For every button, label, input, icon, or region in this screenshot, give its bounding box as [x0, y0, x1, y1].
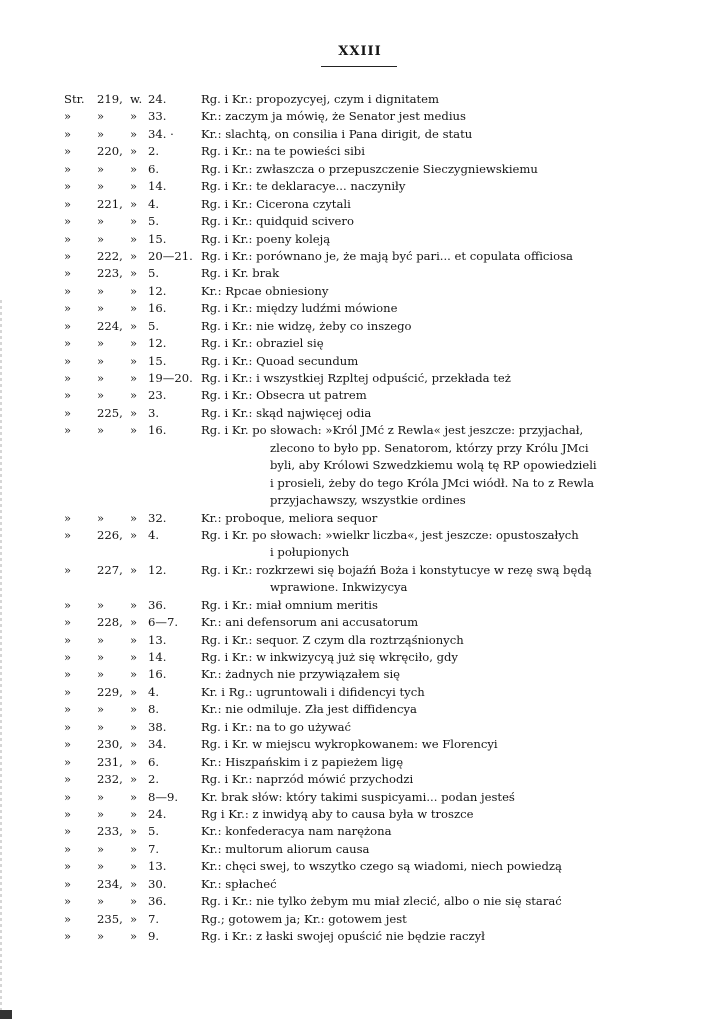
line-prefix: »	[130, 684, 138, 699]
page-number: 222,	[97, 248, 123, 263]
line-prefix: »	[130, 318, 138, 333]
line-number: 6—7.	[148, 615, 179, 630]
line-number: 2.	[148, 772, 160, 787]
line-number: 14.	[148, 179, 167, 194]
correction-text: Rg. i Kr.: na to go używać	[201, 719, 352, 734]
errata-entry	[0, 649, 720, 666]
errata-continuation-line	[0, 440, 720, 457]
page-number: 221,	[97, 196, 123, 211]
line-prefix: w.	[130, 92, 143, 106]
page-prefix: »	[64, 283, 72, 298]
errata-entry	[0, 196, 720, 213]
line-number: 36.	[148, 597, 167, 612]
line-prefix: »	[130, 301, 138, 316]
page-prefix: »	[64, 231, 72, 246]
page-prefix: »	[64, 371, 72, 385]
correction-text: Rg. i Kr.: propozycyej, czym i dignitatem	[201, 92, 440, 106]
correction-text: byli, aby Królowi Szwedzkiemu wolą tę RP opowiedzieli	[270, 458, 597, 473]
line-number: 24.	[148, 92, 167, 106]
line-prefix: »	[130, 806, 138, 821]
line-prefix: »	[130, 597, 138, 612]
page-prefix: »	[64, 214, 72, 229]
line-prefix: »	[130, 841, 138, 856]
line-prefix: »	[130, 161, 138, 176]
errata-entry	[0, 335, 720, 352]
correction-text: Rg.; gotowem ja; Kr.: gotowem jest	[201, 911, 407, 926]
line-prefix: »	[130, 562, 138, 577]
correction-text: Rg. i Kr.: na te powieści sibi	[201, 144, 365, 159]
page-number: 235,	[97, 911, 123, 926]
line-prefix: »	[130, 650, 138, 664]
line-number: 4.	[148, 196, 160, 211]
page-number: »	[97, 719, 105, 734]
page-number: 226,	[97, 527, 123, 542]
line-prefix: »	[130, 179, 138, 194]
line-number: 30.	[148, 876, 167, 891]
line-number: 4.	[148, 527, 160, 542]
line-prefix: »	[130, 126, 138, 141]
line-number: 4.	[148, 684, 160, 699]
correction-text: Rg. i Kr.: poeny koleją	[201, 231, 331, 246]
page-prefix: »	[64, 318, 72, 333]
errata-continuation-line	[0, 492, 720, 509]
line-number: 7.	[148, 841, 160, 856]
line-prefix: »	[130, 737, 138, 752]
correction-text: Rg. i Kr.: Quoad secundum	[201, 353, 359, 368]
correction-text: Rg. i Kr.: Cicerona czytali	[201, 196, 351, 211]
line-number: 5.	[148, 318, 160, 333]
page-prefix: »	[64, 161, 72, 176]
page-prefix: »	[64, 109, 72, 124]
page-number: »	[97, 353, 105, 368]
line-prefix: »	[130, 214, 138, 229]
page-number: 233,	[97, 824, 123, 839]
correction-text: Rg. i Kr.: quidquid scivero	[201, 214, 354, 229]
line-number: 33.	[148, 109, 167, 124]
page-prefix: »	[64, 144, 72, 159]
page-prefix: »	[64, 650, 72, 664]
errata-entry	[0, 614, 720, 631]
errata-entry	[0, 806, 720, 823]
correction-text: Kr.: multorum aliorum causa	[201, 841, 370, 856]
line-number: 13.	[148, 632, 167, 647]
line-prefix: »	[130, 789, 138, 804]
correction-text: Kr.: konfederacya nam narężona	[201, 824, 392, 839]
page-number: 227,	[97, 562, 123, 577]
page-number: 219,	[97, 92, 123, 106]
line-number: 8—9.	[148, 789, 179, 804]
correction-text: Kr.: Hiszpańskim i z papieżem ligę	[201, 754, 404, 769]
errata-entry	[0, 510, 720, 527]
correction-text: i połupionych	[270, 545, 350, 560]
errata-entry	[0, 300, 720, 317]
line-prefix: »	[130, 632, 138, 647]
correction-text: Kr. i Rg.: ugruntowali i difidencyi tych	[201, 684, 425, 699]
page-prefix: Str.	[64, 92, 85, 106]
errata-entry	[0, 161, 720, 178]
page-number: »	[97, 650, 105, 664]
line-prefix: »	[130, 283, 138, 298]
line-prefix: »	[130, 859, 138, 874]
correction-text: Kr. brak słów: który takimi suspicyami... podan jesteś	[201, 789, 515, 804]
line-number: 2.	[148, 144, 160, 159]
line-prefix: »	[130, 109, 138, 124]
correction-text: Rg. i Kr. po słowach: »Król JMć z Rewla« jest jeszcze: przyjachał,	[201, 423, 584, 438]
correction-text: Kr.: ani defensorum ani accusatorum	[201, 615, 419, 630]
page-prefix: »	[64, 301, 72, 316]
correction-text: Rg. i Kr.: i wszystkiej Rzpltej odpuścić, przekłada też	[201, 371, 511, 385]
correction-text: Kr.: zaczym ja mówię, że Senator jest medius	[201, 109, 466, 124]
page-number: 223,	[97, 266, 123, 281]
line-number: 36.	[148, 894, 167, 909]
correction-text: Kr.: spłacheć	[201, 876, 277, 891]
errata-entry	[0, 823, 720, 840]
line-number: 32.	[148, 510, 167, 525]
correction-text: Rg. i Kr.: Obsecra ut patrem	[201, 388, 367, 403]
page-number: »	[97, 510, 105, 525]
line-prefix: »	[130, 772, 138, 787]
line-number: 20—21.	[148, 248, 193, 263]
header-rule	[321, 66, 397, 67]
line-number: 7.	[148, 911, 160, 926]
line-number: 14.	[148, 650, 167, 664]
line-number: 13.	[148, 859, 167, 874]
correction-text: Kr.: nie odmiluje. Zła jest diffidencya	[201, 702, 417, 717]
page-prefix: »	[64, 527, 72, 542]
page-number: »	[97, 894, 105, 909]
errata-entry	[0, 719, 720, 736]
page-number: »	[97, 423, 105, 438]
line-prefix: »	[130, 405, 138, 420]
page-number: 234,	[97, 876, 123, 891]
errata-entry	[0, 562, 720, 579]
errata-continuation-line	[0, 544, 720, 561]
errata-entry	[0, 178, 720, 195]
line-prefix: »	[130, 876, 138, 891]
page-prefix: »	[64, 562, 72, 577]
line-number: 3.	[148, 405, 160, 420]
page-number: 229,	[97, 684, 123, 699]
page-number: »	[97, 283, 105, 298]
errata-continuation-line	[0, 475, 720, 492]
page-number: »	[97, 336, 105, 351]
errata-entry	[0, 701, 720, 718]
line-prefix: »	[130, 144, 138, 159]
page-prefix: »	[64, 859, 72, 874]
errata-entry	[0, 387, 720, 404]
correction-text: Rg. i Kr.: te deklaracye... naczyniły	[201, 179, 406, 194]
page-prefix: »	[64, 841, 72, 856]
correction-text: Rg. i Kr.: w inkwizycyą już się wkręciło, gdy	[201, 650, 458, 664]
page-number: 228,	[97, 615, 123, 630]
errata-entry	[0, 422, 720, 439]
errata-entry	[0, 353, 720, 370]
line-prefix: »	[130, 353, 138, 368]
scan-corner-artifact	[0, 1010, 12, 1019]
errata-entry	[0, 771, 720, 788]
correction-text: Rg. i Kr.: obraziel się	[201, 336, 324, 351]
line-number: 19—20.	[148, 371, 193, 385]
line-number: 15.	[148, 231, 167, 246]
page-prefix: »	[64, 388, 72, 403]
page-prefix: »	[64, 876, 72, 891]
correction-text: Rg. i Kr.: między ludźmi mówione	[201, 301, 398, 316]
page-number: »	[97, 929, 105, 943]
errata-entry	[0, 213, 720, 230]
page-prefix: »	[64, 126, 72, 141]
errata-entry	[0, 126, 720, 143]
line-number: 9.	[148, 929, 160, 943]
line-prefix: »	[130, 894, 138, 909]
page-prefix: »	[64, 179, 72, 194]
errata-entry	[0, 858, 720, 875]
page-prefix: »	[64, 423, 72, 438]
errata-entry	[0, 597, 720, 614]
page-number: »	[97, 632, 105, 647]
page-prefix: »	[64, 615, 72, 630]
page-prefix: »	[64, 667, 72, 682]
page-number: »	[97, 179, 105, 194]
line-number: 12.	[148, 562, 167, 577]
page-prefix: »	[64, 789, 72, 804]
correction-text: Rg. i Kr.: zwłaszcza o przepuszczenie Sieczygniewskiemu	[201, 161, 538, 176]
page-prefix: »	[64, 754, 72, 769]
correction-text: Rg. i Kr.: skąd najwięcej odia	[201, 405, 372, 420]
page-number: »	[97, 597, 105, 612]
page-number: »	[97, 789, 105, 804]
line-prefix: »	[130, 702, 138, 717]
page-prefix: »	[64, 510, 72, 525]
correction-text: przyjachawszy, wszystkie ordines	[270, 493, 466, 508]
page-number: 230,	[97, 737, 123, 752]
correction-text: Kr.: proboque, meliora sequor	[201, 510, 378, 525]
errata-entry	[0, 666, 720, 683]
page-number: »	[97, 388, 105, 403]
page-prefix: »	[64, 684, 72, 699]
errata-entry	[0, 527, 720, 544]
errata-entry	[0, 632, 720, 649]
line-number: 16.	[148, 301, 167, 316]
page-prefix: »	[64, 929, 72, 943]
line-prefix: »	[130, 248, 138, 263]
line-prefix: »	[130, 196, 138, 211]
line-prefix: »	[130, 615, 138, 630]
errata-entry	[0, 911, 720, 928]
page-number: »	[97, 231, 105, 246]
page-prefix: »	[64, 737, 72, 752]
page-number: »	[97, 667, 105, 682]
page-prefix: »	[64, 266, 72, 281]
errata-entry	[0, 143, 720, 160]
errata-entry	[0, 231, 720, 248]
line-prefix: »	[130, 667, 138, 682]
page-prefix: »	[64, 632, 72, 647]
page-prefix: »	[64, 702, 72, 717]
page-number: »	[97, 126, 105, 141]
page-number: »	[97, 214, 105, 229]
correction-text: Rg i Kr.: z inwidyą aby to causa była w troszce	[201, 806, 474, 821]
page-numeral: XXIII	[338, 44, 382, 59]
line-number: 5.	[148, 266, 160, 281]
correction-text: Rg. i Kr.: rozkrzewi się bojaźń Boża i konstytucye w rezę swą będą	[201, 562, 592, 577]
errata-entry	[0, 248, 720, 265]
line-number: 12.	[148, 283, 167, 298]
line-prefix: »	[130, 423, 138, 438]
page-number: 220,	[97, 144, 123, 159]
page-number: »	[97, 109, 105, 124]
errata-continuation-line	[0, 579, 720, 596]
line-number: 6.	[148, 161, 160, 176]
line-number: 16.	[148, 423, 167, 438]
errata-entry	[0, 789, 720, 806]
line-prefix: »	[130, 824, 138, 839]
page-prefix: »	[64, 336, 72, 351]
line-prefix: »	[130, 719, 138, 734]
correction-text: Kr.: Rpcae obniesiony	[201, 283, 329, 298]
page-number: »	[97, 702, 105, 717]
line-prefix: »	[130, 911, 138, 926]
page-number: »	[97, 806, 105, 821]
page-number: »	[97, 859, 105, 874]
correction-text: wprawione. Inkwizycya	[270, 580, 408, 595]
line-prefix: »	[130, 527, 138, 542]
line-number: 8.	[148, 702, 160, 717]
page-number: »	[97, 841, 105, 856]
line-number: 24.	[148, 806, 167, 821]
errata-entry	[0, 108, 720, 125]
page-number: 231,	[97, 754, 123, 769]
line-number: 6.	[148, 754, 160, 769]
errata-entry	[0, 318, 720, 335]
line-number: 12.	[148, 336, 167, 351]
correction-text: Rg. i Kr. w miejscu wykropkowanem: we Florencyi	[201, 737, 498, 752]
errata-entry	[0, 876, 720, 893]
errata-entry	[0, 684, 720, 701]
errata-entry	[0, 370, 720, 387]
line-prefix: »	[130, 388, 138, 403]
correction-text: Rg. i Kr.: nie tylko żebym mu miał zlecić, albo o nie się starać	[201, 894, 562, 909]
page-number: »	[97, 161, 105, 176]
line-number: 15.	[148, 353, 167, 368]
page-prefix: »	[64, 719, 72, 734]
line-prefix: »	[130, 231, 138, 246]
line-prefix: »	[130, 336, 138, 351]
line-prefix: »	[130, 371, 138, 385]
correction-text: Kr.: żadnych nie przywiązałem się	[201, 667, 401, 682]
line-prefix: »	[130, 754, 138, 769]
errata-entry	[0, 893, 720, 910]
line-number: 34.	[148, 737, 167, 752]
page-number: 224,	[97, 318, 123, 333]
correction-text: Rg. i Kr.: sequor. Z czym dla roztrząśnionych	[201, 632, 464, 647]
errata-continuation-line	[0, 457, 720, 474]
line-prefix: »	[130, 510, 138, 525]
correction-text: Rg. i Kr.: nie widzę, żeby co inszego	[201, 318, 412, 333]
correction-text: Rg. i Kr. po słowach: »wielkr liczba«, jest jeszcze: opustoszałych	[201, 527, 579, 542]
correction-text: Rg. i Kr.: naprzód mówić przychodzi	[201, 772, 414, 787]
correction-text: i prosieli, żeby do tego Króla JMci wiódł. Na to z Rewla	[270, 475, 595, 490]
correction-text: Rg. i Kr.: z łaski swojej opuścić nie będzie raczył	[201, 929, 485, 943]
page-prefix: »	[64, 597, 72, 612]
page-prefix: »	[64, 772, 72, 787]
page-prefix: »	[64, 911, 72, 926]
line-number: 23.	[148, 388, 167, 403]
line-number: 38.	[148, 719, 167, 734]
correction-text: Rg. i Kr. brak	[201, 266, 280, 281]
page-prefix: »	[64, 894, 72, 909]
page-prefix: »	[64, 196, 72, 211]
line-number: 5.	[148, 824, 160, 839]
errata-entry	[0, 405, 720, 422]
page-number: 225,	[97, 405, 123, 420]
correction-text: Kr.: slachtą, on consilia i Pana dirigit, de statu	[201, 126, 473, 141]
line-prefix: »	[130, 266, 138, 281]
page-number: »	[97, 371, 105, 385]
page-number: 232,	[97, 772, 123, 787]
line-number: 16.	[148, 667, 167, 682]
page-prefix: »	[64, 824, 72, 839]
errata-list	[0, 91, 720, 945]
errata-entry	[0, 265, 720, 282]
errata-entry	[0, 928, 720, 945]
page-prefix: »	[64, 248, 72, 263]
correction-text: zlecono to było pp. Senatorom, którzy przy Królu JMci	[270, 440, 589, 455]
line-number: 34. ·	[148, 126, 174, 141]
page-number: »	[97, 301, 105, 316]
errata-entry	[0, 754, 720, 771]
errata-entry	[0, 283, 720, 300]
errata-entry	[0, 91, 720, 108]
line-prefix: »	[130, 929, 138, 943]
correction-text: Rg. i Kr.: porównano je, że mają być pari... et copulata officiosa	[201, 248, 573, 263]
page-prefix: »	[64, 806, 72, 821]
errata-entry	[0, 736, 720, 753]
page-prefix: »	[64, 353, 72, 368]
correction-text: Kr.: chęci swej, to wszytko czego są wiadomi, niech powiedzą	[201, 859, 562, 874]
page-prefix: »	[64, 405, 72, 420]
errata-entry	[0, 841, 720, 858]
line-number: 5.	[148, 214, 160, 229]
correction-text: Rg. i Kr.: miał omnium meritis	[201, 597, 378, 612]
